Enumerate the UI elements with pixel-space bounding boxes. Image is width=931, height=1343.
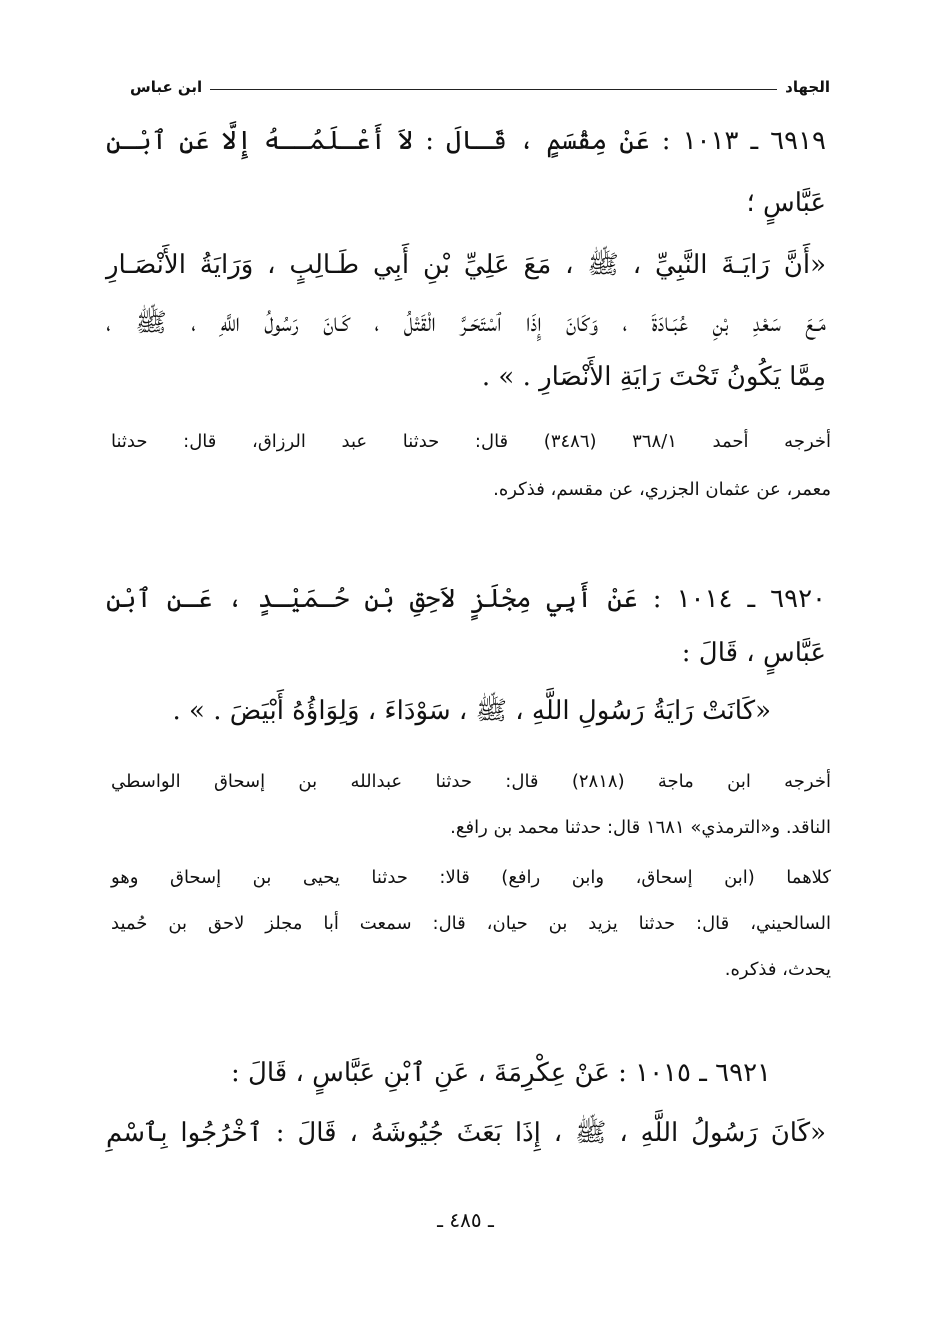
hadith-1-note-line-2: معمر، عن عثمان الجزري، عن مقسم، فذكره.	[493, 479, 831, 500]
hadith-2-note-2-line-1: كلاهما (ابن إسحاق، وابن رافع) قالا: حدثنا يحيى بن إسحاق وهو	[111, 867, 831, 888]
hadith-1-line-1: ٦٩١٩ ـ ١٠١٣ : عَنْ مِقْسَمٍ ، قَـالَ : لاَ أَعْـلَمُــهُ إِلَّا عَنِ ٱبْـنِ	[106, 126, 826, 156]
hadith-1-line-3: «أَنَّ رَايَـةَ النَّبِيِّ ، ﷺ ، مَعَ عَلِيِّ بْنِ أَبِي طَـالِبٍ ، وَرَايَةُ الأَنْصَـارِ	[106, 250, 826, 280]
hadith-2-note-1-line-1: أخرجه ابن ماجة (٢٨١٨) قال: حدثنا عبدالله بن إسحاق الواسطي	[111, 771, 831, 792]
header-rule	[210, 89, 777, 90]
hadith-2-note-1-line-2: الناقد. و«الترمذي» ١٦٨١ قال: حدثنا محمد بن رافع.	[450, 817, 831, 838]
hadith-3-line-1: ٦٩٢١ ـ ١٠١٥ : عَنْ عِكْرِمَةَ ، عَنِ ٱبْنِ عَبَّاسٍ ، قَالَ :	[230, 1058, 771, 1088]
hadith-2-line-1: ٦٩٢٠ ـ ١٠١٤ : عَنْ أَبِي مِجْلَزٍ لاَحِقِ بْنِ حُـمَيْـدٍ ، عَـنِ ٱبْنِ	[106, 584, 826, 614]
section-title: ابن عباس	[130, 78, 203, 96]
running-header	[130, 74, 830, 100]
hadith-1-line-5: مِمَّا يَكُونُ تَحْتَ رَايَةِ الأَنْصَارِ . » .	[481, 362, 826, 392]
hadith-2-note-2-line-3: يحدث، فذكره.	[724, 959, 831, 980]
hadith-3-line-2: «كَانَ رَسُولُ اللَّهِ ، ﷺ ، إِذَا بَعَثَ جُيُوشَهُ ، قَالَ : ٱخْرُجُوا بِٱسْمِ	[106, 1118, 826, 1148]
page-number: ـ ٤٨٥ ـ	[437, 1208, 494, 1232]
hadith-1-line-4: مَـعَ سَعْدِ بْنِ عُبَـادَةَ ، وَكَانَ إِذَا ٱسْتَحَـرَّ الْقَتْلُ ، كَـانَ رَسُولُ اللَّهِ ، ﷺ ،	[106, 308, 826, 338]
hadith-1-note-line-1: أخرجه أحمد ٣٦٨/١ (٣٤٨٦) قال: حدثنا عبد الرزاق، قال: حدثنا	[111, 431, 832, 452]
hadith-2-line-2: عَبَّاسٍ ، قَالَ :	[681, 638, 826, 668]
hadith-2-note-2-line-2: السالحيني، قال: حدثنا يزيد بن حيان، قال: سمعت أبا مجلز لاحق بن حُميد	[111, 913, 831, 934]
hadith-2-line-3: «كَانَتْ رَايَةُ رَسُولِ اللَّهِ ، ﷺ ، سَوْدَاءَ ، وَلِوَاؤُهُ أَبْيَضَ . » .	[172, 696, 771, 726]
chapter-title: الجهاد	[785, 78, 830, 96]
hadith-1-line-2: عَبَّاسٍ ؛	[746, 188, 826, 218]
